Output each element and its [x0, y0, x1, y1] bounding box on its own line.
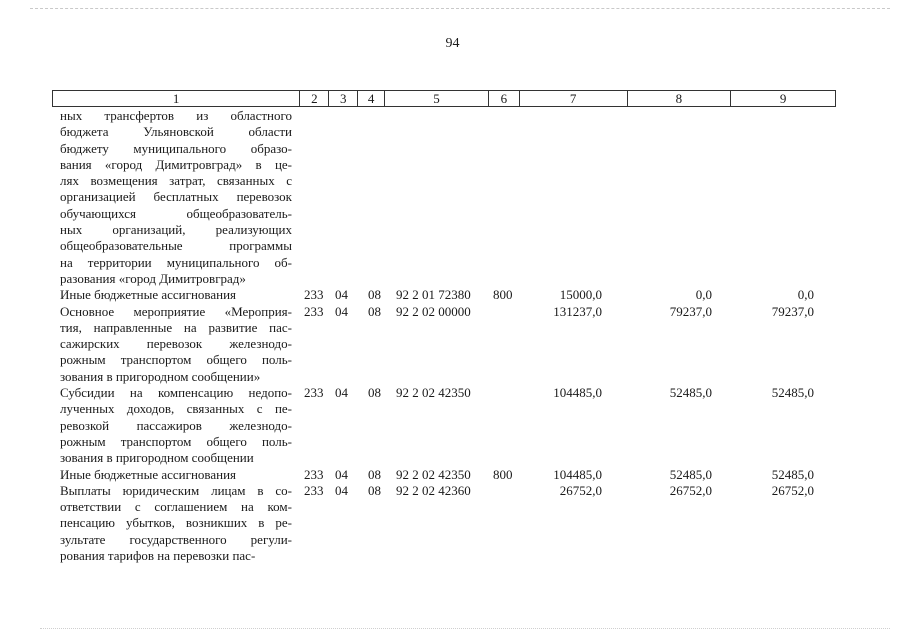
description-line: ных трансфертов из областного	[60, 108, 292, 123]
cell-col-2: 233	[304, 482, 324, 498]
header-col-1: 1	[53, 91, 300, 106]
description-line: бюджету муниципального образо-	[60, 140, 292, 156]
description-line: Выплаты юридическим лицам в со-	[60, 482, 292, 498]
row-description	[60, 467, 292, 483]
cell-col-4: 08	[368, 385, 381, 401]
cell-col-8: 52485,0	[669, 385, 712, 401]
cell-col-7: 104485,0	[553, 466, 602, 482]
description-line: рожным транспортом общего поль-	[60, 352, 292, 368]
cell-col-8: 52485,0	[669, 466, 712, 482]
cell-col-5: 92 2 02 42350	[396, 385, 471, 401]
scan-edge-bottom	[40, 628, 890, 629]
description-line: рования тарифов на перевозки пас-	[60, 548, 256, 564]
cell-col-4: 08	[368, 482, 381, 498]
table-row	[60, 385, 814, 466]
cell-col-4: 08	[368, 466, 381, 482]
description-line: ревозкой пассажиров железнодо-	[60, 417, 292, 433]
description-line: тия, направленные на развитие пас-	[60, 319, 292, 335]
description-line: зования в пригородном сообщении»	[60, 368, 261, 384]
cell-col-9: 52485,0	[771, 385, 814, 401]
cell-col-7: 26752,0	[559, 482, 602, 498]
table-body	[60, 108, 814, 564]
table-row	[60, 466, 814, 483]
cell-col-3: 04	[335, 287, 348, 303]
description-line: пенсацию убытков, возникших в ре-	[60, 515, 292, 531]
table-row	[60, 303, 814, 385]
description-line: ных организаций, реализующих	[60, 222, 292, 238]
row-description	[60, 287, 292, 303]
cell-col-4: 08	[368, 303, 381, 319]
description-line: зования в пригородном сообщении	[60, 450, 254, 466]
table-row	[60, 108, 292, 287]
description-line: бюджета Ульяновской области	[60, 124, 292, 140]
cell-col-2: 233	[304, 303, 324, 319]
description-line: вания «город Димитровград» в це-	[60, 156, 292, 172]
page-number: 94	[445, 36, 460, 51]
cell-col-8: 0,0	[695, 287, 712, 303]
table-row	[60, 482, 814, 564]
header-col-6: 6	[489, 91, 520, 106]
row-description	[60, 304, 292, 385]
cell-col-5: 92 2 02 00000	[396, 303, 471, 319]
description-line: обучающихся общеобразователь-	[60, 205, 292, 221]
table-row	[60, 287, 814, 303]
cell-col-9: 52485,0	[771, 466, 814, 482]
cell-col-2: 233	[304, 287, 324, 303]
cell-col-8: 79237,0	[669, 303, 712, 319]
cell-col-5: 92 2 02 42350	[396, 466, 471, 482]
cell-col-6: 800	[493, 287, 513, 303]
cell-col-3: 04	[335, 303, 348, 319]
description-line: общеобразовательные программы	[60, 238, 292, 254]
header-col-2: 2	[300, 91, 329, 106]
description-line: Иные бюджетные ассигнования	[60, 287, 237, 303]
description-line: разования «город Димитровград»	[60, 270, 246, 286]
cell-col-5: 92 2 01 72380	[396, 287, 471, 303]
row-description	[60, 385, 292, 466]
cell-col-3: 04	[335, 482, 348, 498]
cell-col-6: 800	[493, 466, 513, 482]
cell-col-9: 79237,0	[771, 303, 814, 319]
description-line: лученных доходов, связанных с пе-	[60, 401, 292, 417]
description-line: рожным транспортом общего поль-	[60, 433, 292, 449]
description-line: Субсидии на компенсацию недопо-	[60, 385, 292, 401]
cell-col-7: 104485,0	[553, 385, 602, 401]
cell-col-7: 131237,0	[553, 303, 602, 319]
header-col-4: 4	[358, 91, 385, 106]
cell-col-3: 04	[335, 466, 348, 482]
header-col-8: 8	[628, 91, 732, 106]
cell-col-9: 26752,0	[771, 482, 814, 498]
scan-edge-top	[30, 8, 890, 9]
description-line: Основное мероприятие «Мероприя-	[60, 303, 292, 319]
description-line: зультате государственного регули-	[60, 531, 292, 547]
cell-col-3: 04	[335, 385, 348, 401]
description-line: лях возмещения затрат, связанных с	[60, 173, 292, 189]
description-line: ответствии с соглашением на ком-	[60, 499, 292, 515]
cell-col-2: 233	[304, 385, 324, 401]
description-line: организацией бесплатных перевозок	[60, 189, 292, 205]
header-col-5: 5	[385, 91, 489, 106]
row-description	[60, 108, 292, 287]
header-col-3: 3	[329, 91, 358, 106]
table-header-row	[52, 90, 836, 107]
cell-col-4: 08	[368, 287, 381, 303]
header-col-7: 7	[520, 91, 628, 106]
cell-col-7: 15000,0	[559, 287, 602, 303]
cell-col-2: 233	[304, 466, 324, 482]
description-line: сажирских перевозок железнодо-	[60, 336, 292, 352]
cell-col-9: 0,0	[797, 287, 814, 303]
header-col-9: 9	[779, 91, 787, 106]
cell-col-5: 92 2 02 42360	[396, 482, 471, 498]
cell-col-8: 26752,0	[669, 482, 712, 498]
description-line: Иные бюджетные ассигнования	[60, 466, 237, 482]
row-description	[60, 483, 292, 564]
description-line: на территории муниципального об-	[60, 254, 292, 270]
